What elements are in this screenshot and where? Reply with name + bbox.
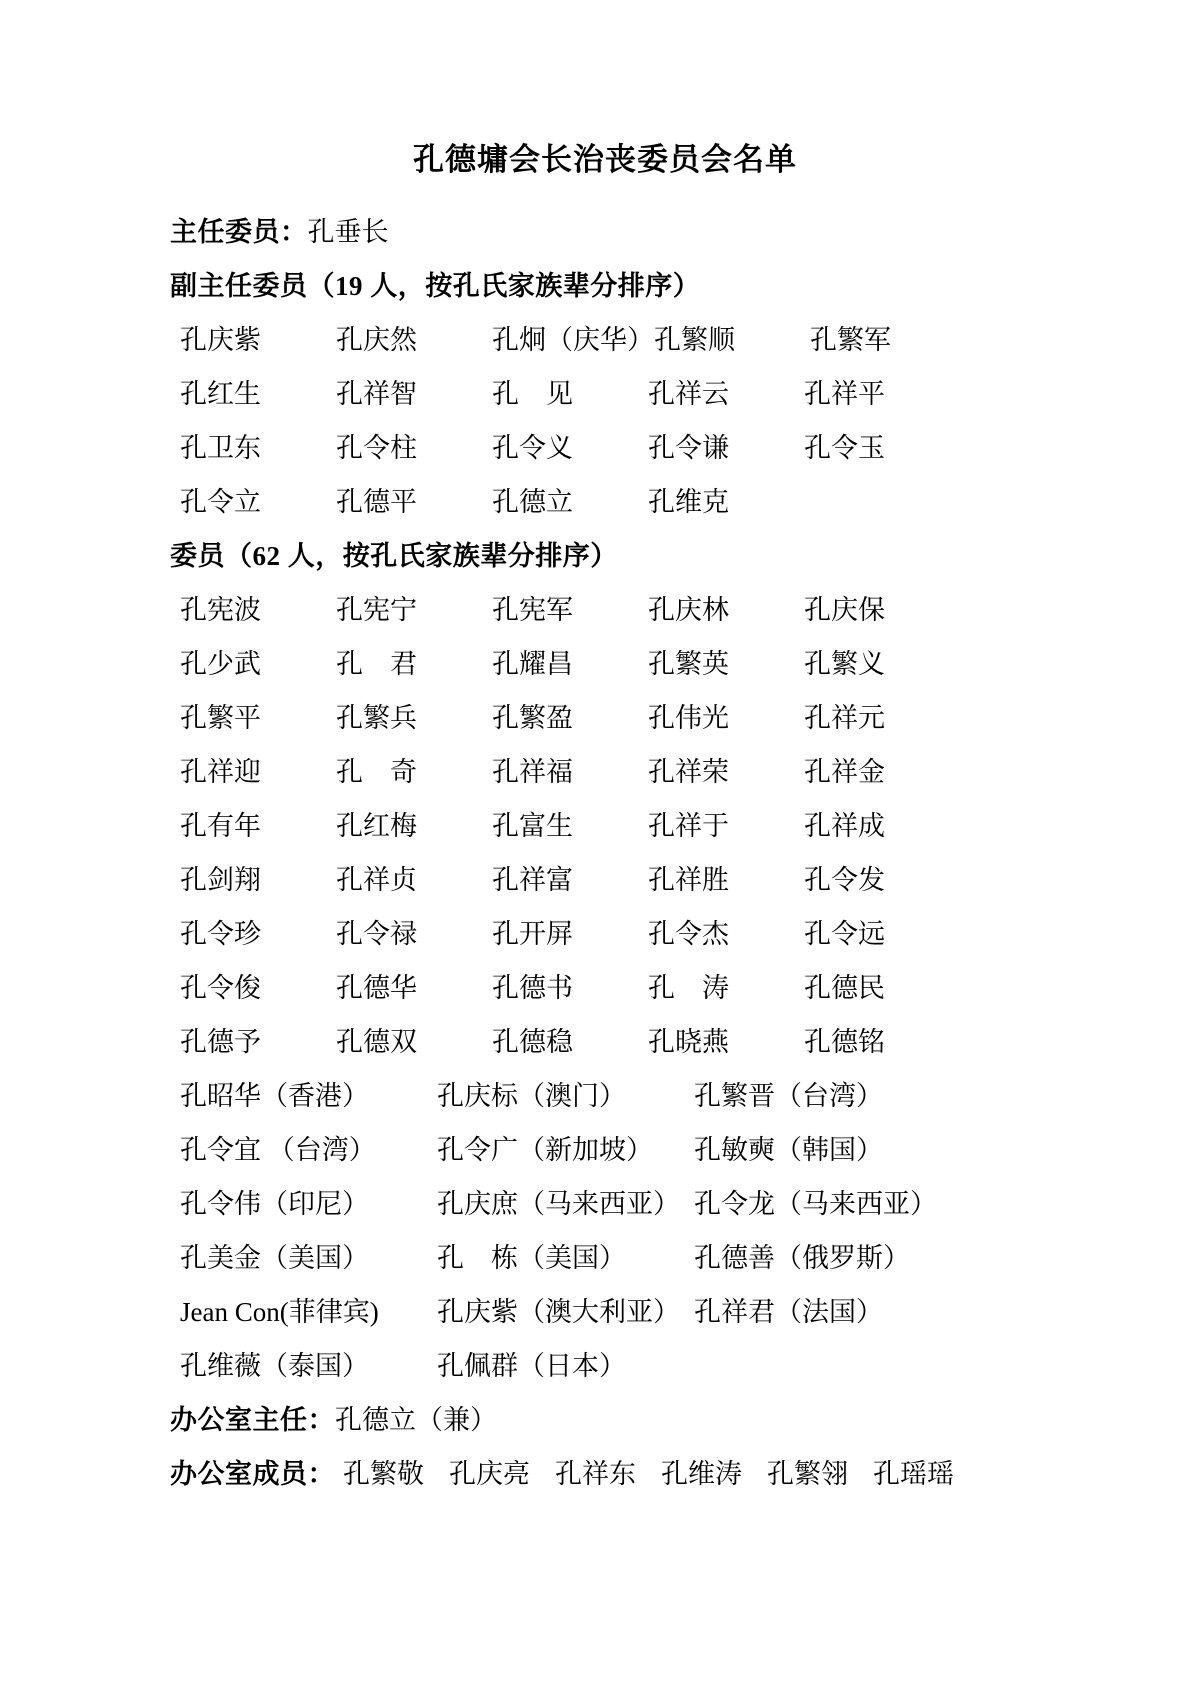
person-name: 孔 涛 bbox=[648, 972, 729, 1003]
person-name: 孔卫东 bbox=[180, 432, 261, 463]
person-name: 孔有年 bbox=[180, 810, 261, 841]
person-name: 孔维涛 bbox=[661, 1458, 742, 1489]
person-name: 孔令谦 bbox=[648, 432, 729, 463]
office-members-label: 办公室成员： bbox=[170, 1458, 335, 1489]
person-name: 孔繁敬 bbox=[343, 1458, 424, 1489]
vice-chairmen-heading: 副主任委员（19 人，按孔氏家族辈分排序） bbox=[170, 270, 701, 301]
person-name: 孔德华 bbox=[336, 972, 417, 1003]
person-name: Jean Con(菲律宾) bbox=[180, 1296, 379, 1327]
person-name: 孔祥平 bbox=[804, 378, 885, 409]
person-name: 孔令伟（印尼） bbox=[180, 1188, 369, 1219]
person-name: 孔德立 bbox=[492, 486, 573, 517]
person-name: 孔令发 bbox=[804, 864, 885, 895]
person-name: 孔德平 bbox=[336, 486, 417, 517]
person-name: 孔祥智 bbox=[336, 378, 417, 409]
person-name: 孔 栋（美国） bbox=[437, 1242, 626, 1273]
person-name: 孔 君 bbox=[336, 648, 417, 679]
members-grid bbox=[170, 580, 1040, 1066]
person-name: 孔伟光 bbox=[648, 702, 729, 733]
person-name: 孔庆保 bbox=[804, 594, 885, 625]
person-name: 孔庆林 bbox=[648, 594, 729, 625]
name-row bbox=[170, 472, 1040, 526]
person-name: 孔庆亮 bbox=[449, 1458, 530, 1489]
person-name: 孔令俊 bbox=[180, 972, 261, 1003]
person-name: 孔德双 bbox=[336, 1026, 417, 1057]
person-name: 孔繁英 bbox=[648, 648, 729, 679]
person-name: 孔繁盈 bbox=[492, 702, 573, 733]
office-members-line bbox=[170, 1444, 1040, 1498]
person-name: 孔令禄 bbox=[336, 918, 417, 949]
name-row bbox=[170, 1120, 1040, 1174]
name-row bbox=[170, 1174, 1040, 1228]
overseas-members-grid bbox=[170, 1066, 1040, 1390]
office-director-label: 办公室主任： bbox=[170, 1404, 335, 1435]
person-name: 孔耀昌 bbox=[492, 648, 573, 679]
name-row bbox=[170, 310, 1040, 364]
person-name: 孔晓燕 bbox=[648, 1026, 729, 1057]
name-row bbox=[170, 1228, 1040, 1282]
person-name: 孔少武 bbox=[180, 648, 261, 679]
person-name: 孔佩群（日本） bbox=[437, 1350, 626, 1381]
person-name: 孔德稳 bbox=[492, 1026, 573, 1057]
person-name: 孔令龙（马来西亚） bbox=[694, 1188, 937, 1219]
person-name: 孔红梅 bbox=[336, 810, 417, 841]
chairman-name: 孔垂长 bbox=[307, 216, 389, 247]
person-name: 孔令玉 bbox=[804, 432, 885, 463]
person-name: 孔庆然 bbox=[336, 324, 417, 355]
name-row bbox=[170, 1012, 1040, 1066]
person-name: 孔令杰 bbox=[648, 918, 729, 949]
person-name: 孔庆标（澳门） bbox=[437, 1080, 626, 1111]
person-name: 孔繁义 bbox=[804, 648, 885, 679]
name-row bbox=[170, 580, 1040, 634]
person-name: 孔祥云 bbox=[648, 378, 729, 409]
person-name: 孔维克 bbox=[648, 486, 729, 517]
name-row bbox=[170, 958, 1040, 1012]
person-name: 孔祥迎 bbox=[180, 756, 261, 787]
person-name: 孔祥金 bbox=[804, 756, 885, 787]
person-name: 孔祥胜 bbox=[648, 864, 729, 895]
name-row bbox=[170, 742, 1040, 796]
person-name: 孔美金（美国） bbox=[180, 1242, 369, 1273]
person-name: 孔庆紫（澳大利亚） bbox=[437, 1296, 680, 1327]
person-name: 孔富生 bbox=[492, 810, 573, 841]
name-row bbox=[170, 688, 1040, 742]
person-name: 孔宪宁 bbox=[336, 594, 417, 625]
person-name: 孔祥成 bbox=[804, 810, 885, 841]
person-name: 孔德予 bbox=[180, 1026, 261, 1057]
person-name: 孔庆庶（马来西亚） bbox=[437, 1188, 680, 1219]
person-name: 孔繁晋（台湾） bbox=[694, 1080, 883, 1111]
person-name: 孔炯（庆华） bbox=[492, 324, 654, 355]
person-name: 孔红生 bbox=[180, 378, 261, 409]
person-name: 孔令广（新加坡） bbox=[437, 1134, 653, 1165]
person-name: 孔繁平 bbox=[180, 702, 261, 733]
person-name: 孔开屏 bbox=[492, 918, 573, 949]
person-name: 孔宪波 bbox=[180, 594, 261, 625]
person-name: 孔令宜 （台湾） bbox=[180, 1134, 376, 1165]
vice-chairmen-heading-line bbox=[170, 256, 1040, 310]
person-name: 孔祥东 bbox=[555, 1458, 636, 1489]
person-name: 孔 奇 bbox=[336, 756, 417, 787]
name-row bbox=[170, 904, 1040, 958]
person-name: 孔昭华（香港） bbox=[180, 1080, 369, 1111]
person-name: 孔繁兵 bbox=[336, 702, 417, 733]
person-name: 孔祥荣 bbox=[648, 756, 729, 787]
name-row bbox=[170, 1066, 1040, 1120]
office-director-line bbox=[170, 1390, 1040, 1444]
person-name: 孔 见 bbox=[492, 378, 573, 409]
person-name: 孔德书 bbox=[492, 972, 573, 1003]
person-name: 孔德民 bbox=[804, 972, 885, 1003]
person-name: 孔繁军 bbox=[810, 324, 891, 355]
person-name: 孔繁翎 bbox=[767, 1458, 848, 1489]
name-row bbox=[170, 1282, 1040, 1336]
person-name: 孔祥富 bbox=[492, 864, 573, 895]
name-row bbox=[170, 1336, 1040, 1390]
page-title: 孔德墉会长治丧委员会名单 bbox=[413, 142, 797, 177]
person-name: 孔令义 bbox=[492, 432, 573, 463]
person-name: 孔瑶瑶 bbox=[873, 1458, 954, 1489]
person-name: 孔令立 bbox=[180, 486, 261, 517]
chairman-label: 主任委员： bbox=[170, 216, 308, 247]
person-name: 孔宪军 bbox=[492, 594, 573, 625]
vice-chairmen-grid bbox=[170, 310, 1040, 526]
name-row bbox=[170, 364, 1040, 418]
members-heading-line bbox=[170, 526, 1040, 580]
person-name: 孔令珍 bbox=[180, 918, 261, 949]
person-name: 孔敏奭（韩国） bbox=[694, 1134, 883, 1165]
person-name: 孔祥贞 bbox=[336, 864, 417, 895]
name-row bbox=[170, 796, 1040, 850]
person-name: 孔令远 bbox=[804, 918, 885, 949]
name-row bbox=[170, 418, 1040, 472]
person-name: 孔维薇（泰国） bbox=[180, 1350, 369, 1381]
person-name: 孔祥于 bbox=[648, 810, 729, 841]
person-name: 孔祥君（法国） bbox=[694, 1296, 883, 1327]
office-director-name: 孔德立（兼） bbox=[335, 1404, 497, 1435]
person-name: 孔德铭 bbox=[804, 1026, 885, 1057]
name-row bbox=[170, 850, 1040, 904]
person-name: 孔祥福 bbox=[492, 756, 573, 787]
person-name: 孔庆紫 bbox=[180, 324, 261, 355]
office-members-list bbox=[343, 1452, 979, 1491]
members-heading: 委员（62 人，按孔氏家族辈分排序） bbox=[170, 540, 618, 571]
person-name: 孔令柱 bbox=[336, 432, 417, 463]
person-name: 孔繁顺 bbox=[654, 324, 735, 355]
person-name: 孔德善（俄罗斯） bbox=[694, 1242, 910, 1273]
person-name: 孔剑翔 bbox=[180, 864, 261, 895]
person-name: 孔祥元 bbox=[804, 702, 885, 733]
name-row bbox=[170, 634, 1040, 688]
chairman-line bbox=[170, 202, 1040, 256]
